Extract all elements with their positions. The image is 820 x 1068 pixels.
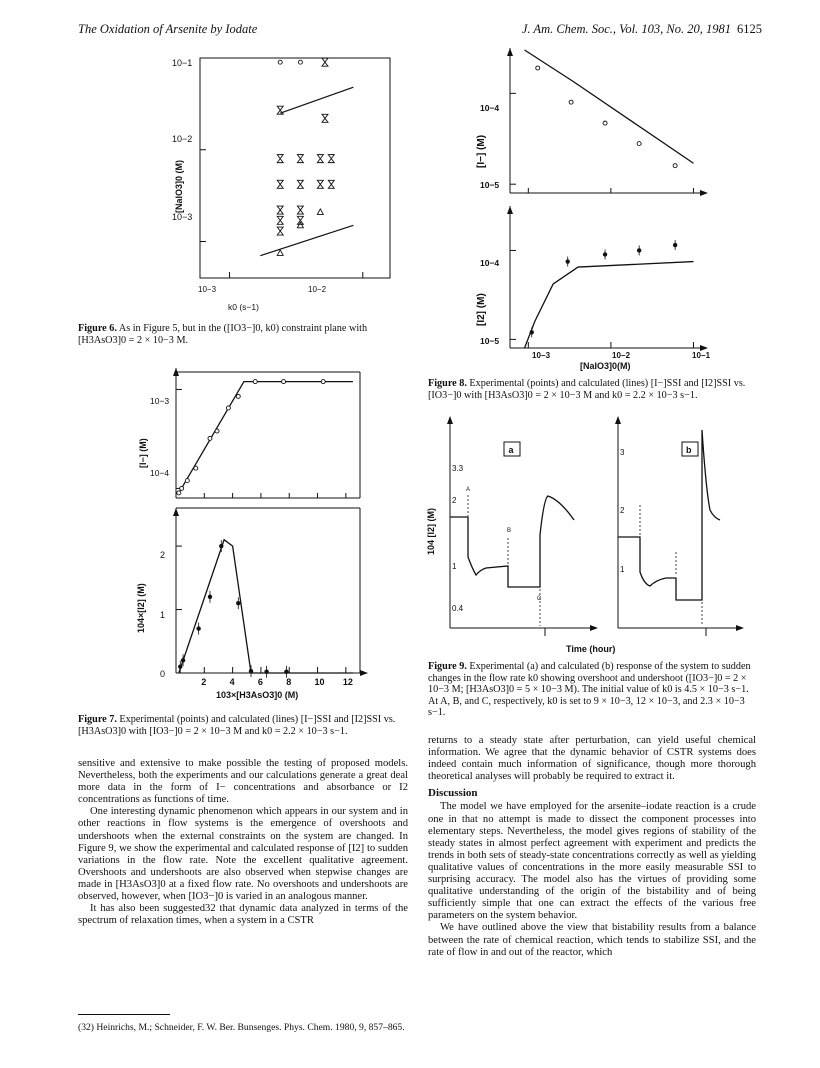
fig9-ylabel: 104 [I2] (M) bbox=[426, 507, 436, 555]
fig7-label: Figure 7. bbox=[78, 714, 117, 725]
left-paragraph-1: sensitive and extensive to make possible the testing of proposed models. Nevertheless, both the experiments and our calculations generate a great deal more data in the form of I− concentrations and absorbance or I2 concentrations as functions of time. bbox=[78, 758, 408, 806]
fig8-bottom-ytick-2: 10−5 bbox=[480, 336, 500, 346]
fig9-b-tick-1: 1 bbox=[620, 565, 625, 574]
fig7-top-ylabel: [I−] (M) bbox=[138, 438, 148, 468]
fig7-xtick-label-1: 4 bbox=[229, 677, 235, 687]
fig8-xtick-1: 10−3 bbox=[532, 351, 551, 360]
fig8-top-ylabel: [I−] (M) bbox=[476, 134, 487, 168]
fig9-mark-a: A bbox=[466, 487, 471, 493]
fig9-a-tick-2: 2 bbox=[452, 496, 457, 505]
fig7-top-point-10 bbox=[321, 380, 325, 384]
fig8-top-point-2 bbox=[603, 121, 607, 125]
fig9-b-tick-3: 3 bbox=[620, 448, 625, 457]
fig6-xlabel: k0 (s−1) bbox=[228, 302, 259, 312]
fig6-point-hourglass-5 bbox=[317, 155, 323, 163]
fig7-xtick-label-4: 10 bbox=[314, 677, 325, 687]
fig6-point-hourglass-7 bbox=[277, 180, 283, 188]
fig6-point-hourglass-2 bbox=[322, 114, 328, 122]
fig9-a-trace bbox=[450, 496, 574, 587]
fig6-ylabel: [NaIO3]0 (M) bbox=[174, 159, 184, 213]
fig8-top-ytick-1: 10−4 bbox=[480, 103, 500, 113]
fig8-top-point-0 bbox=[536, 66, 540, 70]
figure-6-chart bbox=[160, 48, 420, 323]
footnote-rule bbox=[78, 1014, 170, 1015]
fig7-bottom-ytick-3: 0 bbox=[160, 669, 166, 679]
journal-citation: J. Am. Chem. Soc., Vol. 103, No. 20, 1981 bbox=[521, 22, 731, 36]
fig6-point-circle-1 bbox=[298, 60, 302, 64]
right-column-text bbox=[428, 735, 756, 959]
fig6-ytick-2: 10−2 bbox=[172, 134, 193, 144]
fig7-bottom-calculated-line bbox=[179, 540, 353, 673]
right-paragraph-1: returns to a steady state after perturbation, can yield useful chemical information. We agree that the dynamic behavior of CSTR systems does indeed contain much information of significance, though more thorough theoretical analyses will probably be required to extract it. bbox=[428, 735, 756, 783]
fig9-panel-b-label: b bbox=[686, 445, 692, 455]
fig7-bottom-ytick-2: 1 bbox=[160, 610, 166, 620]
fig8-top-ytick-2: 10−5 bbox=[480, 180, 500, 190]
fig6-point-hourglass-10 bbox=[328, 180, 334, 188]
fig7-top-point-3 bbox=[194, 466, 198, 470]
fig6-point-hourglass-8 bbox=[297, 180, 303, 188]
fig7-top-point-1 bbox=[180, 486, 184, 490]
fig7-top-point-5 bbox=[215, 429, 219, 433]
fig8-bottom-calculated-line bbox=[525, 262, 694, 348]
fig7-bottom-ytick-1: 2 bbox=[160, 550, 166, 560]
fig6-xtick-2: 10−2 bbox=[308, 285, 327, 294]
fig6-point-hourglass-15 bbox=[277, 227, 283, 235]
fig7-top-point-6 bbox=[226, 406, 230, 410]
fig6-point-hourglass-12 bbox=[297, 206, 303, 214]
fig7-xtick-label-3: 8 bbox=[286, 677, 292, 687]
figure-9-caption bbox=[428, 661, 756, 719]
fig9-mark-b: B bbox=[507, 528, 512, 534]
left-column-text bbox=[78, 758, 408, 927]
fig6-boundary-line-1 bbox=[260, 225, 353, 255]
fig8-top-point-3 bbox=[637, 142, 641, 146]
fig7-xlabel: 103×[H3AsO3]0 (M) bbox=[216, 690, 299, 700]
discussion-heading: Discussion bbox=[428, 787, 478, 800]
page-number: 6125 bbox=[737, 22, 762, 36]
fig9-caption-text: Experimental (a) and calculated (b) response of the system to sudden changes in the flow rate k0 showing overshoot and undershoot ([IO3−]0 = 2 × 10−3 M; [H3AsO3]0 = 5 × 10−3 M). The initial value of k0 is 4.5 × 10−3 s−1. At A, B, and C, respectively, k0 is set to 9 × 10−3, 12 × 10−3, and 2.3 × 10−3 s−1. bbox=[428, 661, 751, 719]
fig7-top-ytick-2: 10−4 bbox=[150, 468, 170, 478]
fig6-xtick-1: 10−3 bbox=[198, 285, 217, 294]
fig6-point-hourglass-9 bbox=[317, 180, 323, 188]
fig8-xtick-2: 10−2 bbox=[612, 351, 631, 360]
fig8-xlabel: [NaIO3]0(M) bbox=[580, 361, 631, 371]
fig6-label: Figure 6. bbox=[78, 323, 117, 334]
fig6-point-hourglass-4 bbox=[297, 155, 303, 163]
fig6-ytick-1: 10−1 bbox=[172, 58, 193, 68]
fig6-boundary-line-0 bbox=[280, 87, 353, 113]
fig9-mark-c: C bbox=[537, 596, 542, 602]
fig8-top-calculated-line bbox=[525, 50, 694, 163]
fig6-caption-text: As in Figure 5, but in the ([IO3−]0, k0) constraint plane with [H3AsO3]0 = 2 × 10−3 M. bbox=[78, 323, 368, 346]
fig6-point-triangle-2 bbox=[277, 250, 283, 256]
fig8-top-point-4 bbox=[673, 164, 677, 168]
fig8-label: Figure 8. bbox=[428, 378, 467, 389]
fig7-top-point-9 bbox=[282, 380, 286, 384]
fig6-point-circle-0 bbox=[278, 60, 282, 64]
fig7-top-point-0 bbox=[177, 491, 181, 495]
fig6-point-hourglass-6 bbox=[328, 155, 334, 163]
fig6-ytick-3: 10−3 bbox=[172, 212, 193, 222]
figure-6-caption bbox=[78, 323, 408, 346]
running-header-left: The Oxidation of Arsenite by Iodate bbox=[78, 22, 258, 36]
fig7-top-point-8 bbox=[253, 380, 257, 384]
fig8-bottom-ylabel: [I2] (M) bbox=[476, 293, 487, 326]
fig9-panel-a-label: a bbox=[508, 445, 514, 455]
fig9-label: Figure 9. bbox=[428, 661, 467, 672]
figure-7-caption bbox=[78, 714, 408, 737]
fig7-xtick-label-5: 12 bbox=[342, 677, 353, 687]
fig9-xlabel: Time (hour) bbox=[566, 644, 616, 654]
fig9-b-trace bbox=[618, 430, 720, 600]
figure-9-chart bbox=[420, 410, 750, 658]
right-paragraph-2: The model we have employed for the arsenite–iodate reaction is a crude one in that no attempt is made to dissect the component processes into elementary steps. Nevertheless, the model gives regions of stability of the steady states in almost perfect agreement with experiment and predicts the trends in both sets of steady-state concentrations correctly as well as yielding qualitative values of concentrations in the more easily measurable SSI to surprising accuracy. The model also has the virtues of providing some qualitative understanding of the origin of the bistability and of being sufficiently simple that one can extract the effects of the various free parameters on the system behavior. bbox=[428, 801, 756, 922]
fig8-bottom-ytick-1: 10−4 bbox=[480, 258, 500, 268]
fig7-top-ytick-1: 10−3 bbox=[150, 396, 170, 406]
fig7-xtick-label-2: 6 bbox=[257, 677, 263, 687]
fig7-top-calculated-line bbox=[179, 382, 353, 493]
fig6-point-hourglass-11 bbox=[277, 206, 283, 214]
fig9-a-tick-04: 0.4 bbox=[452, 604, 464, 613]
right-paragraph-3: We have outlined above the view that bistability results from a balance between the rate of chemical reaction, which tends to stabilize SSI, and the rate of flow in and out of the reactor, which bbox=[428, 922, 756, 958]
fig7-top-point-2 bbox=[185, 479, 189, 483]
footnote: (32) Heinrichs, M.; Schneider, F. W. Ber. Bunsenges. Phys. Chem. 1980, 9, 857–865. bbox=[78, 1022, 405, 1033]
fig8-caption-text: Experimental (points) and calculated (lines) [I−]SSI and [I2]SSI vs. [IO3−]0 with [H3AsO3]0 = 2 × 10−3 M and k0 = 2.2 × 10−3 s−1. bbox=[428, 378, 746, 401]
fig6-point-hourglass-0 bbox=[322, 58, 328, 66]
fig9-b-tick-2: 2 bbox=[620, 506, 625, 515]
fig6-point-hourglass-13 bbox=[277, 216, 283, 224]
fig8-xtick-3: 10−1 bbox=[692, 351, 711, 360]
fig9-a-tick-1: 1 bbox=[452, 562, 457, 571]
left-paragraph-3: It has also been suggested32 that dynamic data analyzed in terms of the spectrum of relaxation times, when a system in a CSTR bbox=[78, 903, 408, 927]
figure-8-chart bbox=[470, 48, 750, 378]
fig7-top-point-7 bbox=[236, 394, 240, 398]
left-paragraph-2: One interesting dynamic phenomenon which appears in our system and in other reactions in flow systems is the emergence of overshoots and undershoots when the external constraints on the system are changed. In Figure 9, we show the experimental and calculated response of [I2] to sudden variations in the flow rate. Note the excellent qualitative agreement. Overshoots and undershoots are also observed when stepwise changes are made in [H3AsO3]0 at a fixed flow rate. No overshoots and undershoots are observed, however, when [IO3−]0 is varied in an analogous manner. bbox=[78, 806, 408, 903]
fig6-point-triangle-0 bbox=[317, 209, 323, 215]
fig7-bottom-ylabel: 104×[I2] (M) bbox=[136, 583, 146, 633]
fig9-a-tick-33: 3.3 bbox=[452, 464, 464, 473]
fig6-point-hourglass-3 bbox=[277, 155, 283, 163]
fig7-top-point-4 bbox=[208, 436, 212, 440]
figure-7-chart bbox=[120, 368, 410, 713]
fig8-top-point-1 bbox=[569, 100, 573, 104]
fig7-xtick-label-0: 2 bbox=[201, 677, 207, 687]
running-header-right bbox=[522, 22, 762, 37]
fig7-caption-text: Experimental (points) and calculated (lines) [I−]SSI and [I2]SSI vs. [H3AsO3]0 with [IO3−]0 = 2 × 10−3 M and k0 = 2.2 × 10−3 s−1. bbox=[78, 714, 396, 737]
figure-8-caption bbox=[428, 378, 756, 401]
